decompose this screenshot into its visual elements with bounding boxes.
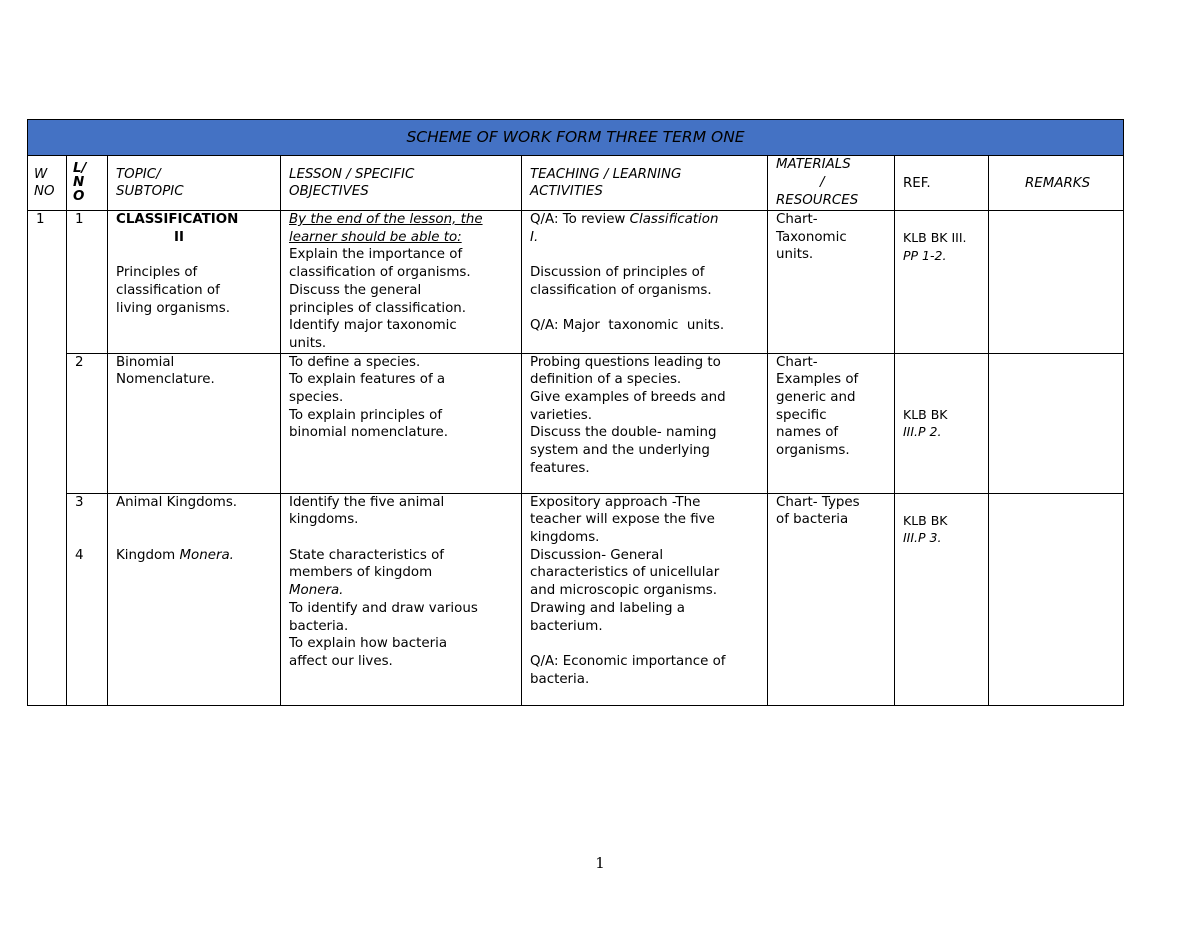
header-ref: REF. [895,156,989,211]
reference-cell: KLB BK III. PP 1-2. [895,211,989,354]
header-row [28,156,1124,211]
lesson-number: 3 4 [67,493,108,705]
header-week-number: W NO [28,156,67,211]
table-row [28,353,1124,493]
table-row [28,493,1124,705]
header-lesson-number: L/ N O [67,156,108,211]
topic-cell: CLASSIFICATION II Principles of classification of living organisms. [108,211,281,354]
header-remarks: REMARKS [989,156,1124,211]
header-materials: MATERIALS / RESOURCES [768,156,895,211]
week-number: 1 [28,211,67,706]
lesson-number: 2 [67,353,108,493]
activities-cell: Probing questions leading to definition of a species. Give examples of breeds and varieties. Discuss the double- naming system and the underlying features. [522,353,768,493]
page-number: 1 [595,854,605,872]
activities-cell: Q/A: To review Classification I. Discussion of principles of classification of organisms. Q/A: Major taxonomic units. [522,211,768,354]
reference-cell: KLB BK III.P 3. [895,493,989,705]
lesson-number: 1 [67,211,108,354]
header-topic: TOPIC/ SUBTOPIC [108,156,281,211]
header-activities: TEACHING / LEARNING ACTIVITIES [522,156,768,211]
objectives-cell: By the end of the lesson, the learner should be able to: Explain the importance of classification of organisms. Discuss the general principles of classification. Identify major taxonomic units. [281,211,522,354]
header-objectives: LESSON / SPECIFIC OBJECTIVES [281,156,522,211]
topic-cell: Animal Kingdoms. Kingdom Monera. [108,493,281,705]
objectives-cell: Identify the five animal kingdoms. State characteristics of members of kingdom Monera. To identify and draw various bacteria. To explain how bacteria affect our lives. [281,493,522,705]
remarks-cell [989,493,1124,705]
scheme-of-work-table [27,119,1124,706]
materials-cell: Chart- Types of bacteria [768,493,895,705]
table-title: SCHEME OF WORK FORM THREE TERM ONE [28,120,1124,156]
activities-cell: Expository approach -The teacher will expose the five kingdoms. Discussion- General characteristics of unicellular and microscopic organisms. Drawing and labeling a bacterium. Q/A: Economic importance of bacteria. [522,493,768,705]
objectives-cell: To define a species. To explain features of a species. To explain principles of binomial nomenclature. [281,353,522,493]
materials-cell: Chart- Taxonomic units. [768,211,895,354]
materials-cell: Chart- Examples of generic and specific names of organisms. [768,353,895,493]
reference-cell: KLB BK III.P 2. [895,353,989,493]
remarks-cell [989,353,1124,493]
table-row [28,211,1124,354]
remarks-cell [989,211,1124,354]
topic-cell: Binomial Nomenclature. [108,353,281,493]
